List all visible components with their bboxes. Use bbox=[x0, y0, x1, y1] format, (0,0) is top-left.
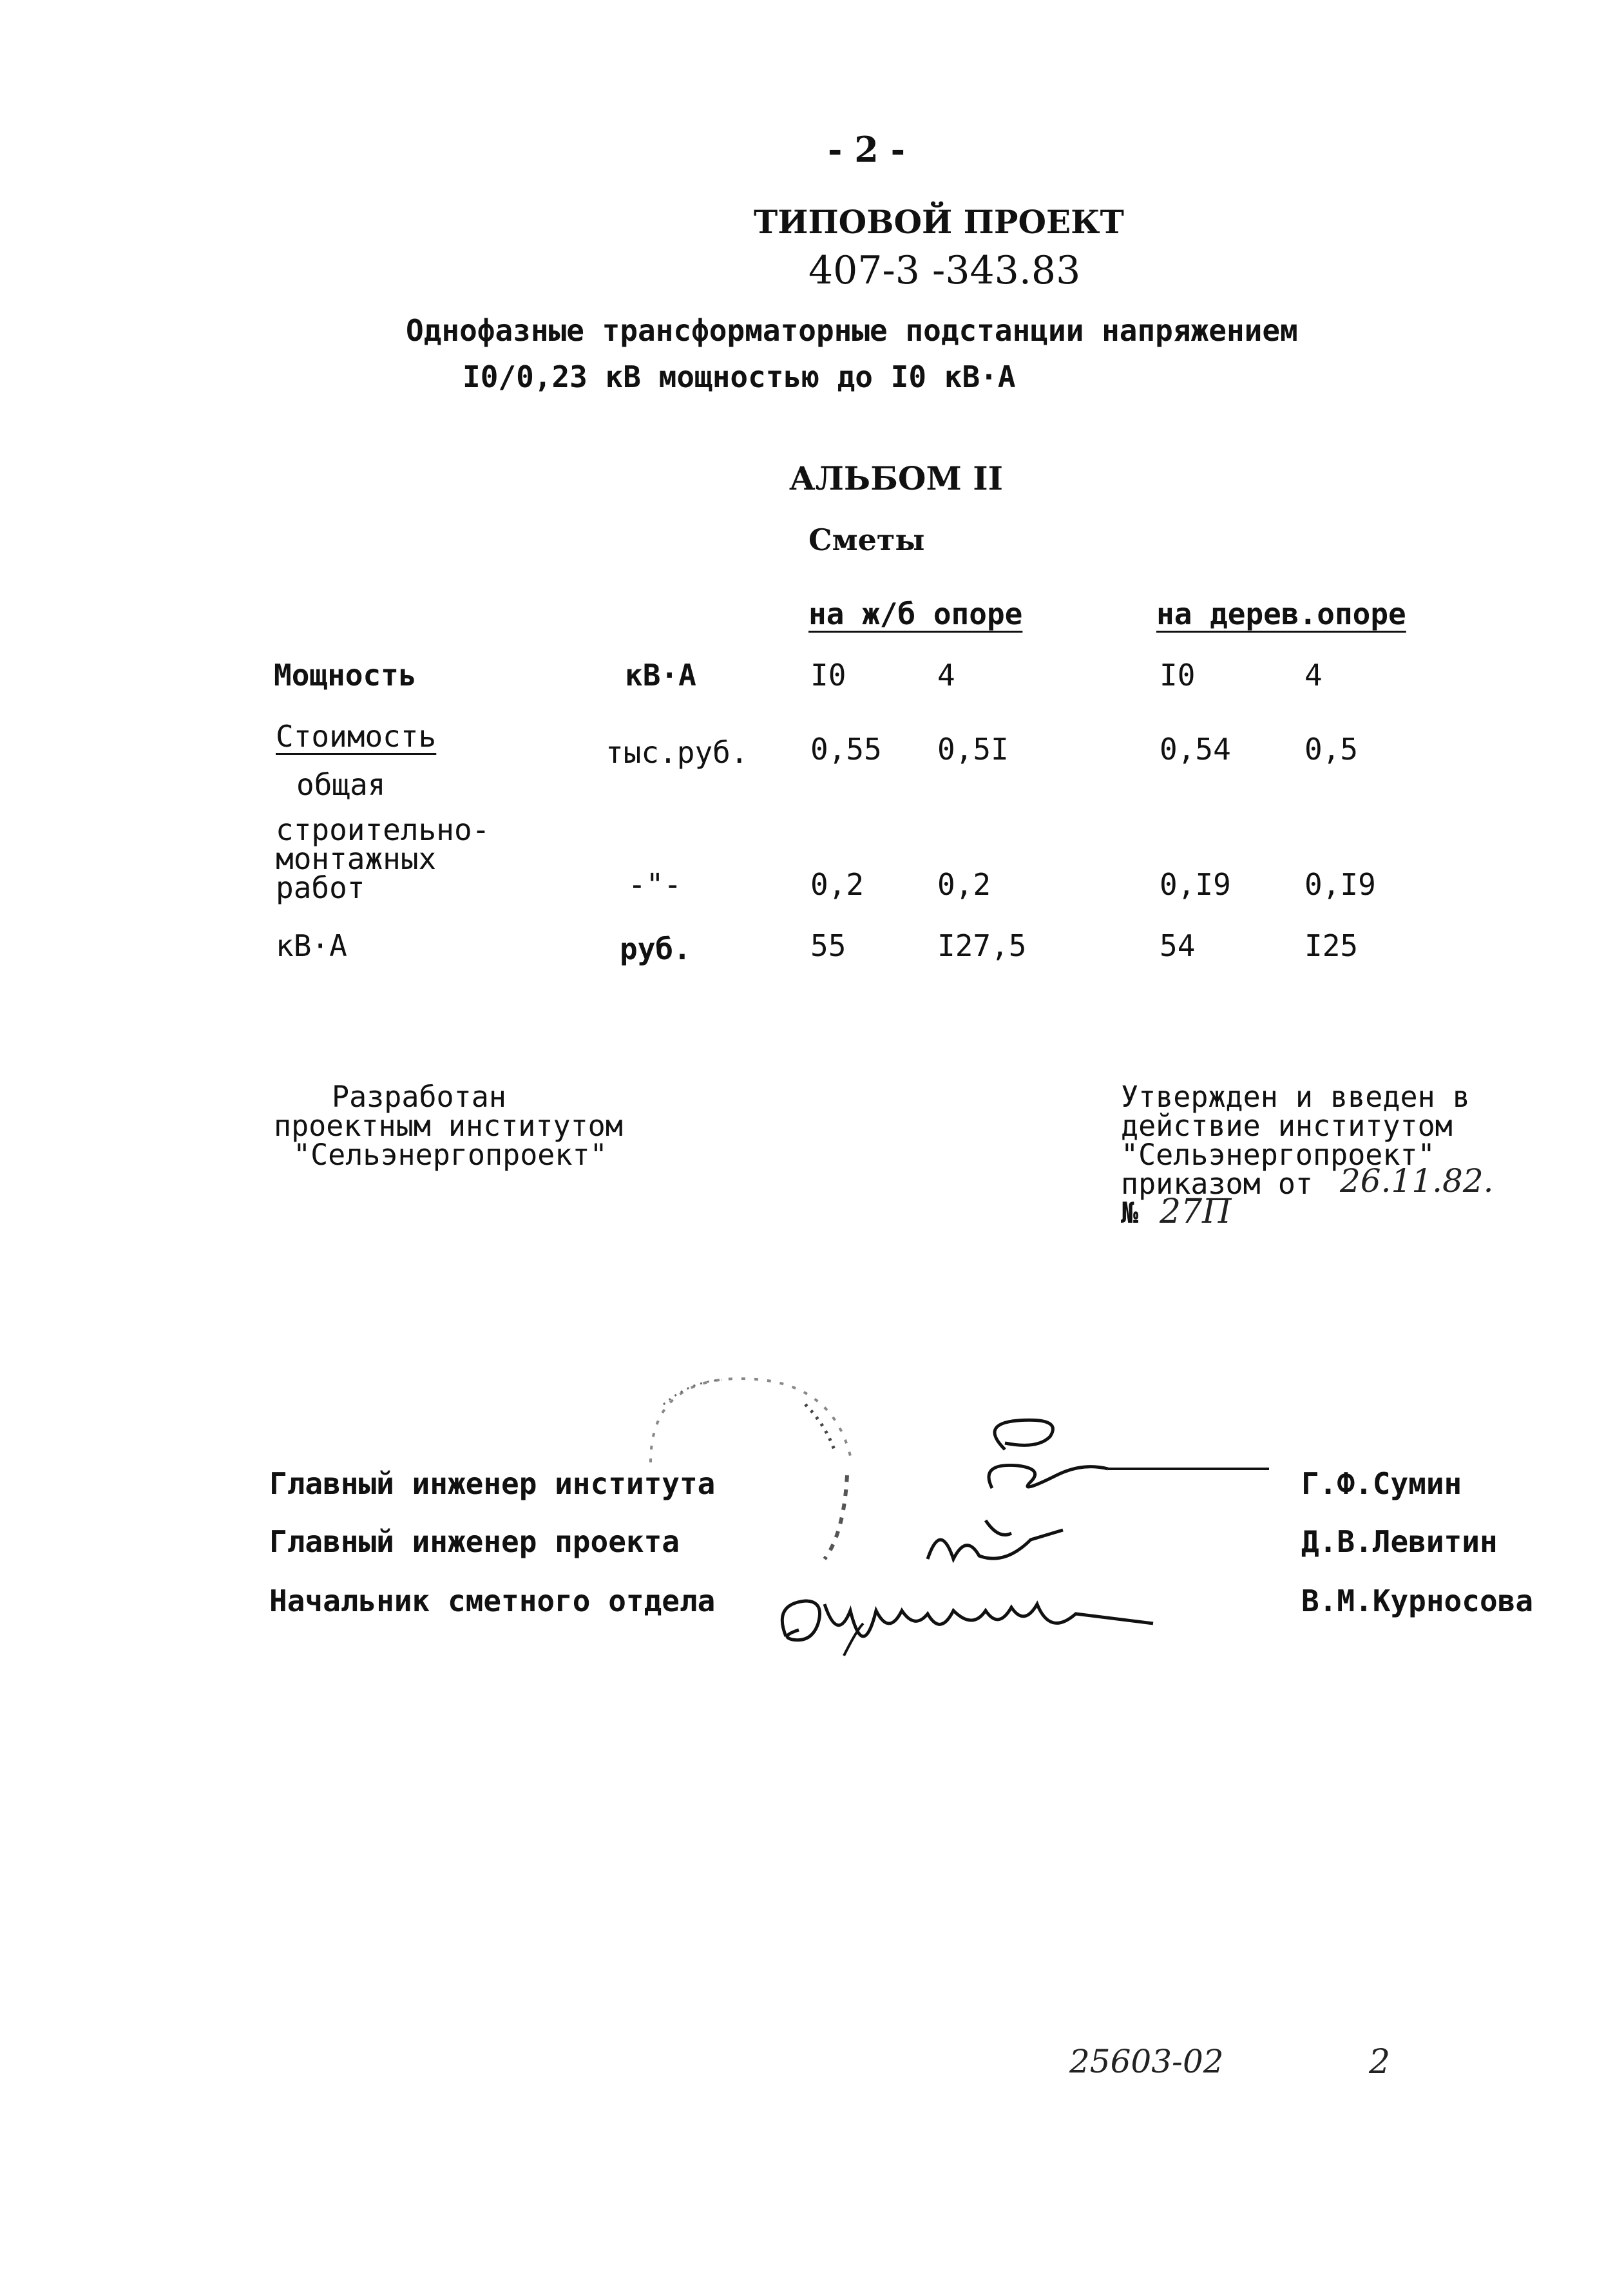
footer-code: 25603-02 bbox=[1069, 2043, 1224, 2080]
footer-sheet: 2 bbox=[1369, 2043, 1391, 2082]
table-cell: I0 bbox=[1160, 658, 1196, 693]
signature-name: Г.Ф.Сумин bbox=[1301, 1466, 1462, 1501]
approved-line-4: приказом от bbox=[1121, 1167, 1314, 1201]
signature-role: Главный инженер института bbox=[269, 1466, 716, 1501]
row-cost-unit: тыс.руб. bbox=[606, 735, 749, 770]
row-construction-label-2: монтажных bbox=[276, 841, 437, 876]
developed-line-2: проектным институтом bbox=[274, 1109, 623, 1143]
row-per-kva-unit: руб. bbox=[620, 932, 691, 966]
table-cell: I27,5 bbox=[937, 928, 1027, 963]
table-cell: 0,I9 bbox=[1304, 867, 1376, 902]
table-cell: 54 bbox=[1160, 928, 1196, 963]
table-cell: 4 bbox=[1304, 658, 1323, 693]
row-construction-label-1: строительно- bbox=[276, 812, 490, 847]
group-header-concrete: на ж/б опоре bbox=[808, 597, 1023, 631]
section-title: Сметы bbox=[808, 522, 925, 557]
page-number: - 2 - bbox=[828, 129, 905, 170]
signature-3-icon bbox=[767, 1565, 1185, 1669]
developed-line-3: "Сельэнергопроект" bbox=[293, 1138, 607, 1172]
title-line-1: Однофазные трансформаторные подстанции напряжением bbox=[406, 313, 1298, 348]
table-cell: 0,55 bbox=[810, 732, 882, 767]
table-cell: I25 bbox=[1304, 928, 1359, 963]
approval-number-prefix: № bbox=[1121, 1196, 1139, 1230]
album-title: АЛЬБОМ II bbox=[789, 459, 1004, 497]
project-code: 407-3 -343.83 bbox=[808, 248, 1081, 293]
row-power-label: Мощность bbox=[274, 658, 417, 693]
row-cost-sublabel: общая bbox=[296, 767, 386, 802]
developed-line-1: Разработан bbox=[332, 1080, 506, 1114]
row-cost-label: Стоимость bbox=[276, 719, 437, 754]
approved-line-3: "Сельэнергопроект" bbox=[1121, 1138, 1435, 1172]
row-power-unit: кВ·А bbox=[625, 658, 696, 693]
table-cell: 0,I9 bbox=[1160, 867, 1231, 902]
row-construction-unit: -"- bbox=[628, 867, 682, 902]
table-cell: 0,2 bbox=[937, 867, 991, 902]
signature-role: Начальник сметного отдела bbox=[269, 1584, 716, 1618]
project-label: ТИПОВОЙ ПРОЕКТ bbox=[754, 203, 1124, 241]
row-construction-label-3: работ bbox=[276, 870, 365, 905]
approved-line-1: Утвержден и введен в bbox=[1121, 1080, 1470, 1114]
signature-name: Д.В.Левитин bbox=[1301, 1524, 1498, 1559]
row-per-kva-label: кВ·А bbox=[276, 928, 347, 963]
approval-number: 27П bbox=[1160, 1192, 1232, 1231]
signature-1-icon bbox=[966, 1404, 1275, 1508]
approved-line-2: действие институтом bbox=[1121, 1109, 1453, 1143]
table-cell: 0,5I bbox=[937, 732, 1009, 767]
signature-role: Главный инженер проекта bbox=[269, 1524, 680, 1559]
table-cell: 4 bbox=[937, 658, 955, 693]
approval-date: 26.11.82. bbox=[1340, 1162, 1494, 1200]
table-cell: 0,54 bbox=[1160, 732, 1231, 767]
table-cell: I0 bbox=[810, 658, 846, 693]
table-cell: 0,5 bbox=[1304, 732, 1359, 767]
signature-name: В.М.Курносова bbox=[1301, 1584, 1534, 1618]
table-cell: 55 bbox=[810, 928, 846, 963]
table-cell: 0,2 bbox=[810, 867, 865, 902]
group-header-wood: на дерев.опоре bbox=[1156, 597, 1406, 631]
title-line-2: I0/0,23 кВ мощностью до I0 кВ·А bbox=[463, 359, 1016, 394]
